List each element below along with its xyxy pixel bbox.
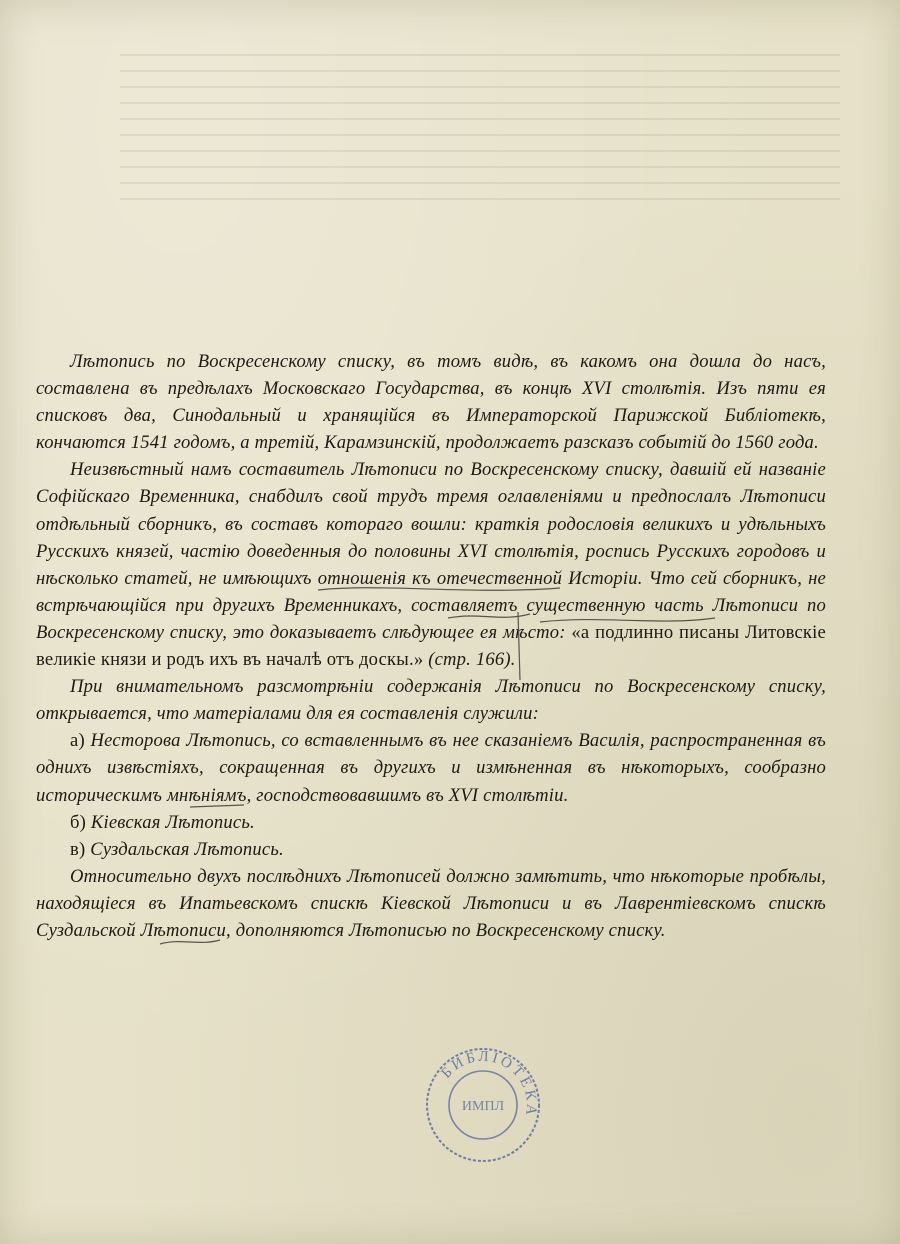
stamp-center-text: ИМПЛ (461, 1099, 505, 1114)
list-marker-c: в) (70, 838, 86, 860)
paragraph-4: Относительно двухъ послѣднихъ Лѣтописей должно замѣтить, что нѣкоторые пробѣлы, находящіеся въ Ипатьевскомъ спискѣ Кіевской Лѣтописи и въ Лаврентіевскомъ спискѣ Суздальской Лѣтописи, дополняются Лѣтописью по Воскресенскому списку. (36, 865, 826, 941)
list-item-a (36, 727, 826, 808)
list-text-a: Несторова Лѣтопись, со вставленнымъ въ нее сказаніемъ Василія, распространенная въ однихъ извѣстіяхъ, сокращенная въ другихъ и измѣненная въ нѣкоторыхъ, сообразно историческимъ мнѣніямъ, господствовавшимъ въ XVI столѣтіи. (36, 730, 826, 806)
list-marker-b: б) (70, 811, 87, 833)
page-reference: (стр. 166). (428, 649, 516, 671)
show-through-text (120, 40, 840, 300)
paragraph-3: При внимательномъ разсмотрѣніи содержанія Лѣтописи по Воскресенскому списку, открывается, что матеріалами для ея составленія служили: (36, 676, 826, 725)
library-stamp (424, 1046, 542, 1164)
paragraph-1: Лѣтопись по Воскресенскому списку, въ томъ видѣ, въ какомъ она дошла до насъ, составлена въ предѣлахъ Московскаго Государства, въ концѣ XVI столѣтія. Изъ пяти ея списковъ два, Синодальный и хранящійся въ Императорской Парижской Библіотекѣ, кончаются 1541 годомъ, а третій, Карамзинскій, продолжаетъ разсказъ событій до 1560 года. (36, 351, 826, 454)
paragraph-2 (36, 456, 826, 673)
list-item-c (36, 836, 826, 863)
list-text-c: Суздальская Лѣтопись. (90, 838, 284, 860)
list-text-b: Кіевская Лѣтопись. (90, 811, 255, 833)
list-marker-a: а) (70, 730, 85, 752)
stamp-ring-text: БИБЛІОТЕКА (438, 1048, 540, 1119)
paragraph-2-text: Неизвѣстный намъ составитель Лѣтописи по Воскресенскому списку, давшій ей названіе Софійскаго Временника, снабдилъ свой трудъ тремя оглавленіями и предпослалъ Лѣтописи отдѣльный сборникъ, въ составъ котораго вошли: краткія родословія великихъ и удѣльныхъ Русскихъ князей, частію доведенныя до половины XVI столѣтія, роспись Русскихъ городовъ и нѣсколько статей, не имѣющихъ отношенія къ отечественной Исторіи. Что сей сборникъ, не встрѣчающійся при другихъ Временникахъ, составляетъ существенную часть Лѣтописи по Воскресенскому списку, это доказываетъ слѣдующее ея мѣсто: (36, 459, 826, 643)
document-body (36, 348, 826, 944)
list-item-b (36, 809, 826, 836)
quotation: «а подлинно писаны Литовскіе великіе князи и родъ ихъ въ началѣ отъ доскы.» (36, 621, 826, 671)
